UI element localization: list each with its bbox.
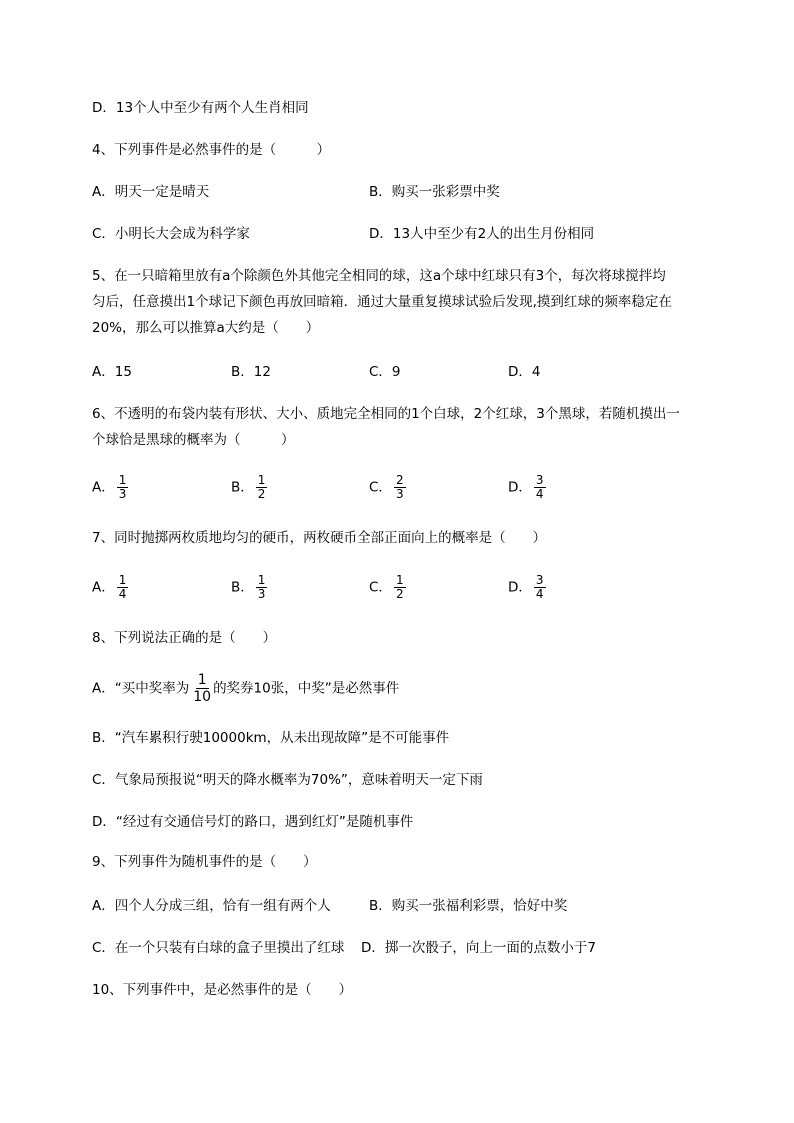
question-4-stem: 4、下列事件是必然事件的是（ ）	[92, 142, 331, 158]
question-6-option-b	[231, 474, 267, 501]
question-3-option-d: D．13个人中至少有两个人生肖相同	[92, 100, 309, 116]
question-6-stem-line1: 6、不透明的布袋内装有形状、大小、质地完全相同的1个白球，2个红球，3个黑球，若随机摸出一	[92, 406, 680, 422]
question-6-stem-line2: 个球恰是黑球的概率为（ ）	[92, 432, 295, 448]
fraction: $\frac{1}{10}$	[193, 672, 212, 705]
question-7-stem: 7、同时抛掷两枚质地均匀的硬币，两枚硬币全部正面向上的概率是（ ）	[92, 530, 547, 546]
question-5-stem-line1: 5、在一只暗箱里放有a个除颜色外其他完全相同的球，这a个球中红球只有3个，每次将球搅拌均	[92, 268, 666, 284]
option-label: C．	[369, 579, 392, 596]
fraction: $\frac{1}{2}$	[395, 573, 404, 601]
question-7-option-d	[508, 574, 546, 601]
question-9-option-d: D．掷一次骰子，向上一面的点数小于7	[361, 940, 596, 956]
option-label: D．	[508, 479, 532, 496]
question-4-option-b: B．购买一张彩票中奖	[369, 184, 500, 200]
question-6-option-a	[92, 474, 128, 501]
option-label: D．	[508, 579, 532, 596]
fraction: $\frac{3}{4}$	[535, 573, 544, 601]
fraction: $\frac{1}{4}$	[118, 573, 127, 601]
question-5-stem-line3: 20%，那么可以推算a大约是（ ）	[92, 320, 320, 336]
question-6-option-d	[508, 474, 546, 501]
fraction: $\frac{1}{3}$	[257, 573, 266, 601]
question-7-option-a	[92, 574, 128, 601]
question-8-stem: 8、下列说法正确的是（ ）	[92, 630, 277, 646]
question-7-option-c	[369, 574, 406, 601]
question-4-option-c: C．小明长大会成为科学家	[92, 226, 250, 242]
question-5-option-c: C．9	[369, 364, 401, 380]
question-5-option-d: D．4	[508, 364, 541, 380]
question-4-option-d: D．13人中至少有2人的出生月份相同	[369, 226, 595, 242]
question-10-stem: 10、下列事件中，是必然事件的是（ ）	[92, 982, 353, 998]
fraction: $\frac{2}{3}$	[395, 473, 404, 501]
fraction: $\frac{1}{2}$	[257, 473, 266, 501]
option-label: A．	[92, 579, 115, 596]
question-9-option-b: B．购买一张福利彩票，恰好中奖	[369, 898, 568, 914]
question-5-option-a: A．15	[92, 364, 132, 380]
question-8-option-c: C．气象局预报说“明天的降水概率为70%”，意味着明天一定下雨	[92, 772, 483, 788]
question-4-option-a: A．明天一定是晴天	[92, 184, 210, 200]
question-8-option-d: D．“经过有交通信号灯的路口，遇到红灯”是随机事件	[92, 814, 414, 830]
option-label: A．	[92, 479, 115, 496]
option-label: B．	[231, 479, 254, 496]
question-9-option-c: C．在一个只装有白球的盒子里摸出了红球	[92, 940, 345, 956]
fraction: $\frac{3}{4}$	[535, 473, 544, 501]
question-7-option-b	[231, 574, 267, 601]
question-8-option-a: A．“买中奖率为 $\frac{1}{10}$ 的奖券10张，中奖”是必然事件	[92, 672, 400, 705]
question-9-stem: 9、下列事件为随机事件的是（ ）	[92, 854, 317, 870]
question-5-stem-line2: 匀后，任意摸出1个球记下颜色再放回暗箱．通过大量重复摸球试验后发现,摸到红球的频率稳定在	[92, 294, 672, 310]
fraction: $\frac{1}{3}$	[118, 473, 127, 501]
question-8-option-b: B．“汽车累积行驶10000km，从未出现故障”是不可能事件	[92, 730, 450, 746]
question-9-option-a: A．四个人分成三组，恰有一组有两个人	[92, 898, 331, 914]
option-label: B．	[231, 579, 254, 596]
question-5-option-b: B．12	[231, 364, 271, 380]
option-label: C．	[369, 479, 392, 496]
question-6-option-c	[369, 474, 406, 501]
